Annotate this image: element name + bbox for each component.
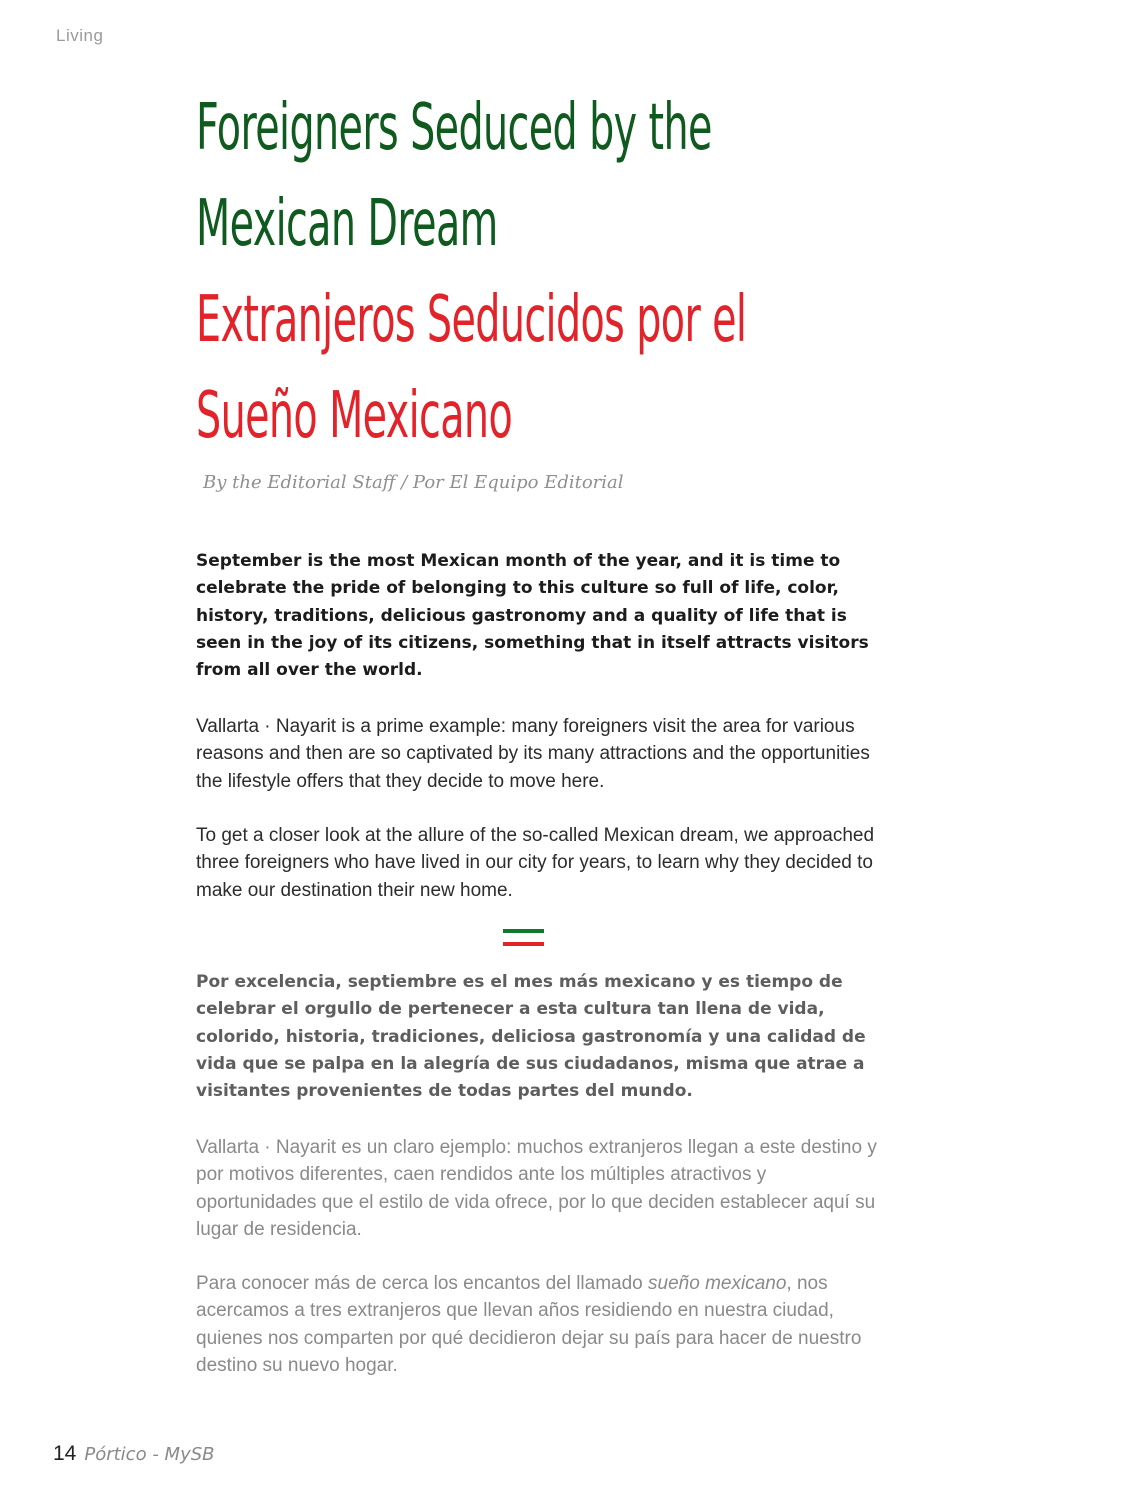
article-title [196, 80, 996, 464]
spanish-paragraph-2-emphasis: sueño mexicano [648, 1273, 787, 1294]
byline: By the Editorial Staff / Por El Equipo Editorial [203, 472, 624, 493]
title-english-line-1: Foreigners Seduced by the [196, 91, 712, 165]
page-number: 14 [53, 1442, 77, 1465]
spanish-paragraph-2-start: Para conocer más de cerca los encantos del llamado [196, 1273, 649, 1294]
page-footer [53, 1442, 215, 1466]
spanish-lead-paragraph: Por excelencia, septiembre es el mes más mexicano y es tiempo de celebrar el orgullo de pertenecer a esta cultura tan llena de vida, colorido, historia, tradiciones, deliciosa gastronomía y una calidad de vida que se palpa en la alegría de sus ciudadanos, misma que atrae a visitantes provenientes de todas partes del mundo. [196, 972, 866, 1102]
flag-divider-red-bar [503, 942, 544, 946]
title-english-line-2: Mexican Dream [196, 187, 498, 261]
flag-divider-green-bar [503, 929, 544, 933]
title-spanish-line-1: Extranjeros Seducidos por el [196, 283, 747, 357]
english-paragraph-2: To get a closer look at the allure of the so-called Mexican dream, we approached three foreigners who have lived in our city for years, to learn why they decided to make our destination their new home. [196, 825, 875, 901]
title-spanish-line-2: Sueño Mexicano [196, 379, 513, 453]
spanish-paragraph-2-end: , nos acercamos a tres extranjeros que llevan años residiendo en nuestra ciudad, quienes nos comparten por qué decidieron dejar su país para hacer de nuestro destino su nuevo hogar. [196, 1273, 862, 1376]
publication-name: Pórtico - MySB [84, 1444, 215, 1465]
english-lead-paragraph: September is the most Mexican month of the year, and it is time to celebrate the pride of belonging to this culture so full of life, color, history, traditions, delicious gastronomy and a quality of life that is seen in the joy of its citizens, something that in itself attracts visitors from all over the world. [196, 551, 869, 681]
spanish-paragraph-1: Vallarta · Nayarit es un claro ejemplo: muchos extranjeros llegan a este destino y por motivos diferentes, caen rendidos ante los múltiples atractivos y oportunidades que el estilo de vida ofrece, por lo que deciden establecer aquí su lugar de residencia. [196, 1137, 877, 1240]
spanish-paragraph-2 [196, 1270, 886, 1379]
flag-divider [503, 929, 544, 947]
english-paragraph-1: Vallarta · Nayarit is a prime example: many foreigners visit the area for various reasons and then are so captivated by its many attractions and the opportunities the lifestyle offers that they decide to move here. [196, 716, 870, 792]
section-label: Living [56, 26, 104, 45]
